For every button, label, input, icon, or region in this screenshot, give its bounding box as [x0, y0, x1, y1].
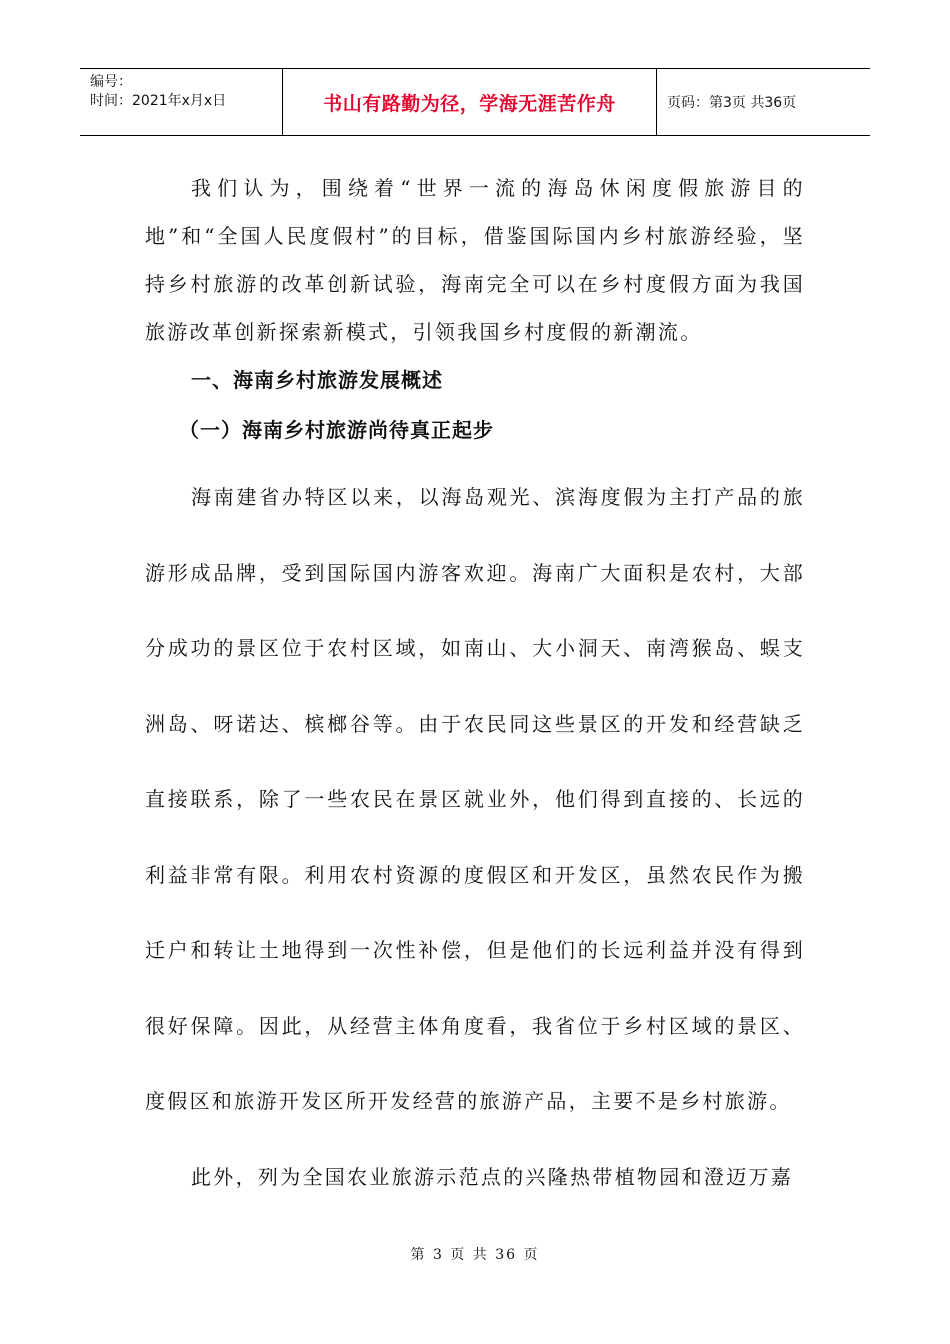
header-meta-cell [80, 69, 283, 135]
document-body [145, 164, 805, 1215]
document-number-label: 编号： [90, 74, 132, 90]
header-page-info: 页码：第3页 共36页 [667, 95, 797, 111]
header-motto: 书山有路勤为径，学海无涯苦作舟 [283, 69, 657, 135]
page-footer: 第 3 页 共 36 页 [410, 1247, 540, 1263]
subsection-heading: （一）海南乡村旅游尚待真正起步 [179, 418, 494, 442]
page-header [80, 68, 870, 136]
body-paragraph: 海南建省办特区以来，以海岛观光、滨海度假为主打产品的旅游形成品牌，受到国际国内游客欢迎。海南广大面积是农村，大部分成功的景区位于农村区域，如南山、大小洞天、南湾猴岛、蜈支洲岛、呀诺达、槟榔谷等。由于农民同这些景区的开发和经营缺乏直接联系，除了一些农民在景区就业外，他们得到直接的、长远的利益非常有限。利用农村资源的度假区和开发区，虽然农民作为搬迁户和转让土地得到一次性补偿，但是他们的长远利益并没有得到很好保障。因此，从经营主体角度看，我省位于乡村区域的景区、度假区和旅游开发区所开发经营的旅游产品，主要不是乡村旅游。 [145, 485, 805, 1113]
section-heading: 一、海南乡村旅游发展概述 [191, 368, 443, 392]
intro-paragraph: 我们认为，围绕着“世界一流的海岛休闲度假旅游目的地”和“全国人民度假村”的目标，借鉴国际国内乡村旅游经验，坚持乡村旅游的改革创新试验，海南完全可以在乡村度假方面为我国旅游改革创新探索新模式，引领我国乡村度假的新潮流。 [145, 176, 805, 344]
document-date-label: 时间：2021年x月x日 [90, 93, 227, 109]
body-paragraph-continued: 此外，列为全国农业旅游示范点的兴隆热带植物园和澄迈万嘉 [191, 1164, 794, 1189]
